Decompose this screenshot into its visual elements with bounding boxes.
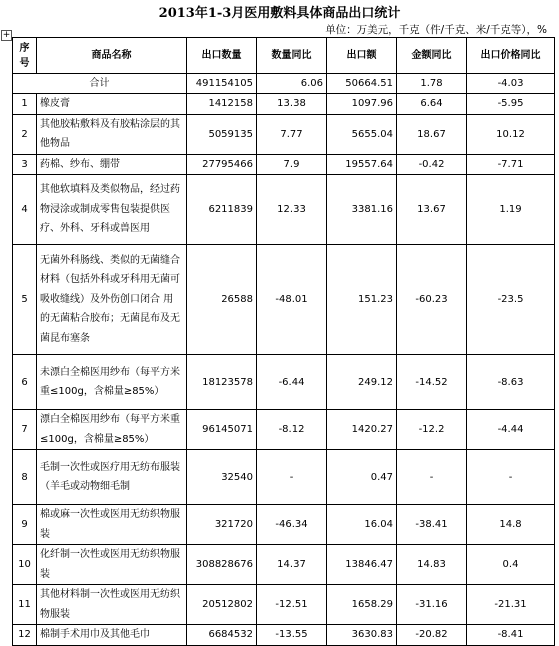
table-row: [13, 175, 555, 245]
row-no: 12: [13, 625, 37, 646]
row-qty-yoy: 7.9: [257, 154, 327, 175]
row-price-yoy: -8.41: [467, 625, 555, 646]
row-amount: 3630.83: [327, 625, 397, 646]
row-amount-yoy: -12.2: [397, 410, 467, 450]
row-no: 6: [13, 355, 37, 410]
row-name: 未漂白全棉医用纱布（每平方米重≤100g，含棉量≥85%）: [37, 355, 187, 410]
header-cell-no: 序号: [13, 38, 37, 74]
total-amount: 50664.51: [327, 74, 397, 94]
row-name: 其他软填料及类似物品，经过药物浸涂或制成零售包装提供医疗、外科、牙科或兽医用: [37, 175, 187, 245]
row-qty: 1412158: [187, 94, 257, 115]
row-price-yoy: 1.19: [467, 175, 555, 245]
row-amount: 1420.27: [327, 410, 397, 450]
row-price-yoy: 0.4: [467, 545, 555, 585]
row-no: 10: [13, 545, 37, 585]
row-qty: 20512802: [187, 585, 257, 625]
row-amount-yoy: -31.16: [397, 585, 467, 625]
row-price-yoy: 14.8: [467, 505, 555, 545]
export-stats-table: [12, 37, 555, 646]
row-amount-yoy: 6.64: [397, 94, 467, 115]
row-qty-yoy: -48.01: [257, 245, 327, 355]
row-amount-yoy: 14.83: [397, 545, 467, 585]
header-cell-name: 商品名称: [37, 38, 187, 74]
row-amount: 249.12: [327, 355, 397, 410]
table-row: [13, 450, 555, 505]
row-price-yoy: -: [467, 450, 555, 505]
row-qty: 26588: [187, 245, 257, 355]
row-no: 1: [13, 94, 37, 115]
unit-note: 单位：万美元，千克（件/千克、米/千克等），%: [325, 24, 547, 36]
row-qty: 96145071: [187, 410, 257, 450]
row-qty-yoy: -12.51: [257, 585, 327, 625]
row-no: 3: [13, 154, 37, 175]
row-amount: 1097.96: [327, 94, 397, 115]
header-cell-amount: 出口额: [327, 38, 397, 74]
header-cell-amount-yoy: 金额同比: [397, 38, 467, 74]
row-qty-yoy: -8.12: [257, 410, 327, 450]
row-qty-yoy: -13.55: [257, 625, 327, 646]
row-price-yoy: -8.63: [467, 355, 555, 410]
row-amount-yoy: -38.41: [397, 505, 467, 545]
row-amount: 1658.29: [327, 585, 397, 625]
row-amount-yoy: -20.82: [397, 625, 467, 646]
row-amount-yoy: -0.42: [397, 154, 467, 175]
row-amount: 13846.47: [327, 545, 397, 585]
table-row: [13, 94, 555, 115]
row-price-yoy: -23.5: [467, 245, 555, 355]
row-name: 棉或麻一次性或医用无纺织物服装: [37, 505, 187, 545]
row-name: 化纤制一次性或医用无纺织物服装: [37, 545, 187, 585]
row-no: 9: [13, 505, 37, 545]
row-qty: 6211839: [187, 175, 257, 245]
row-qty-yoy: -: [257, 450, 327, 505]
row-no: 2: [13, 114, 37, 154]
row-qty-yoy: -46.34: [257, 505, 327, 545]
row-name: 其他胶粘敷料及有胶粘涂层的其他物品: [37, 114, 187, 154]
table-row: [13, 154, 555, 175]
row-name: 棉制手术用巾及其他毛巾: [37, 625, 187, 646]
row-amount-yoy: 13.67: [397, 175, 467, 245]
row-amount-yoy: -14.52: [397, 355, 467, 410]
table-row: [13, 114, 555, 154]
row-qty: 308828676: [187, 545, 257, 585]
row-qty-yoy: 13.38: [257, 94, 327, 115]
row-no: 11: [13, 585, 37, 625]
row-qty: 32540: [187, 450, 257, 505]
row-amount-yoy: -60.23: [397, 245, 467, 355]
row-price-yoy: 10.12: [467, 114, 555, 154]
total-row: [13, 74, 555, 94]
row-qty: 321720: [187, 505, 257, 545]
row-price-yoy: -21.31: [467, 585, 555, 625]
table-row: [13, 505, 555, 545]
row-price-yoy: -5.95: [467, 94, 555, 115]
row-amount: 5655.04: [327, 114, 397, 154]
document-title: 2013年1-3月医用敷料具体商品出口统计: [158, 6, 401, 21]
row-price-yoy: -4.44: [467, 410, 555, 450]
row-name: 毛制一次性或医疗用无纺布服装（羊毛或动物细毛制: [37, 450, 187, 505]
row-price-yoy: -7.71: [467, 154, 555, 175]
row-amount-yoy: 18.67: [397, 114, 467, 154]
header-row: [13, 38, 555, 74]
row-qty: 6684532: [187, 625, 257, 646]
row-name: 无菌外科肠线、类似的无菌缝合材料（包括外科或牙科用无菌可吸收缝线）及外伤创口闭合 用的无菌粘合胶布；无菌昆布及无菌昆布塞条: [37, 245, 187, 355]
row-name: 橡皮膏: [37, 94, 187, 115]
total-label: 合计: [13, 74, 187, 94]
table-row: [13, 625, 555, 646]
total-price-yoy: -4.03: [467, 74, 555, 94]
row-qty-yoy: 12.33: [257, 175, 327, 245]
row-qty-yoy: 14.37: [257, 545, 327, 585]
row-qty: 5059135: [187, 114, 257, 154]
row-amount: 16.04: [327, 505, 397, 545]
total-amount-yoy: 1.78: [397, 74, 467, 94]
table-row: [13, 410, 555, 450]
total-qty-yoy: 6.06: [257, 74, 327, 94]
row-no: 7: [13, 410, 37, 450]
row-no: 8: [13, 450, 37, 505]
header-cell-qty: 出口数量: [187, 38, 257, 74]
row-qty: 27795466: [187, 154, 257, 175]
header-cell-price-yoy: 出口价格同比: [467, 38, 555, 74]
row-no: 4: [13, 175, 37, 245]
table-row: [13, 585, 555, 625]
table-row: [13, 545, 555, 585]
row-amount: 19557.64: [327, 154, 397, 175]
row-amount-yoy: -: [397, 450, 467, 505]
row-amount: 0.47: [327, 450, 397, 505]
row-name: 漂白全棉医用纱布（每平方米重≤100g，含棉量≥85%）: [37, 410, 187, 450]
row-qty: 18123578: [187, 355, 257, 410]
row-name: 其他材料制一次性或医用无纺织物服装: [37, 585, 187, 625]
header-cell-qty-yoy: 数量同比: [257, 38, 327, 74]
row-qty-yoy: -6.44: [257, 355, 327, 410]
table-row: [13, 245, 555, 355]
row-no: 5: [13, 245, 37, 355]
row-amount: 151.23: [327, 245, 397, 355]
row-qty-yoy: 7.77: [257, 114, 327, 154]
table-row: [13, 355, 555, 410]
table-move-handle-icon[interactable]: +: [2, 30, 11, 40]
row-name: 药棉、纱布、绷带: [37, 154, 187, 175]
row-amount: 3381.16: [327, 175, 397, 245]
total-qty: 491154105: [187, 74, 257, 94]
